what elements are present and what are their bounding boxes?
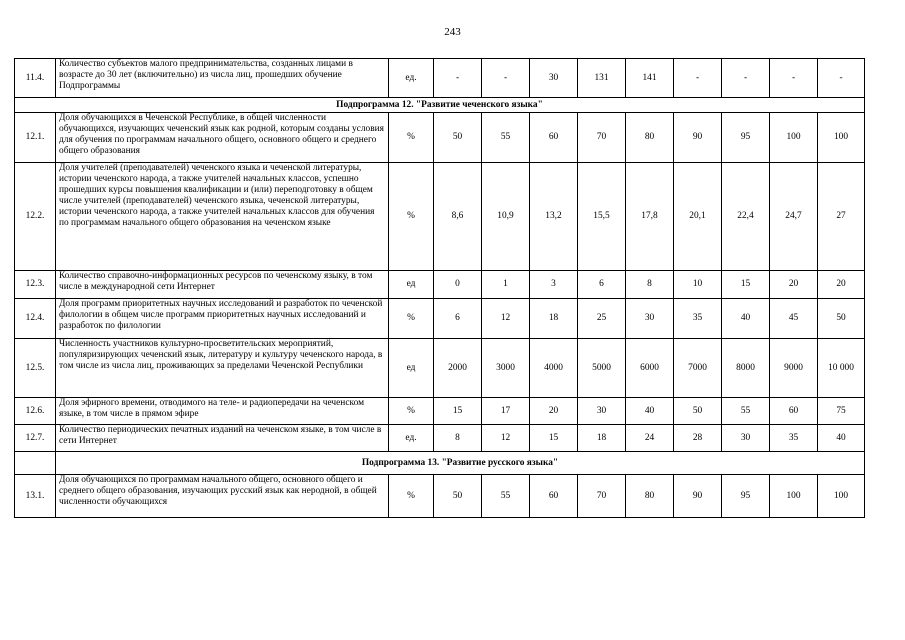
table-row — [15, 59, 865, 98]
value-cell: 100 — [770, 113, 818, 163]
value-cell: 13,2 — [530, 163, 578, 271]
value-cell: 28 — [674, 425, 722, 452]
unit-cell: ед — [389, 339, 434, 398]
value-cell: 60 — [770, 398, 818, 425]
value-cell: 6000 — [626, 339, 674, 398]
value-cell: 27 — [818, 163, 865, 271]
value-cell: 3000 — [482, 339, 530, 398]
value-cell: 100 — [818, 475, 865, 518]
value-cell: 15,5 — [578, 163, 626, 271]
value-cell: 8 — [626, 271, 674, 299]
value-cell: 20 — [818, 271, 865, 299]
row-number: 12.7. — [15, 425, 56, 452]
value-cell: 17 — [482, 398, 530, 425]
indicator-name — [56, 299, 389, 339]
value-cell: 45 — [770, 299, 818, 339]
value-cell: 100 — [818, 113, 865, 163]
indicator-name-text: Количество периодических печатных изданий на чеченском языке, в том числе в сети Интернет — [59, 425, 382, 446]
indicator-name — [56, 163, 389, 271]
value-cell: 95 — [722, 475, 770, 518]
row-number: 12.4. — [15, 299, 56, 339]
value-cell: 10,9 — [482, 163, 530, 271]
indicator-name-text: Доля обучающихся в Чеченской Республике, в общей численности обучающихся, изучающих чеченский язык как родной, которым созданы условия для обучения по программам начального общего, основного общего и среднего общего образования — [59, 113, 384, 156]
value-cell: 7000 — [674, 339, 722, 398]
value-cell: 20 — [530, 398, 578, 425]
unit-cell: % — [389, 163, 434, 271]
value-cell: - — [722, 59, 770, 98]
indicator-name-text: Количество субъектов малого предпринимательства, созданных лицами в возрасте до 30 лет (включительно) из числа лиц, прошедших обучение Подпрограммы — [59, 59, 353, 91]
indicator-name — [56, 113, 389, 163]
indicator-name-text: Доля эфирного времени, отводимого на теле- и радиопередачи на чеченском языке, в том числе в прямом эфире — [59, 398, 365, 419]
value-cell: 80 — [626, 475, 674, 518]
value-cell: 8,6 — [434, 163, 482, 271]
value-cell: 2000 — [434, 339, 482, 398]
value-cell: 141 — [626, 59, 674, 98]
value-cell: 20 — [770, 271, 818, 299]
section-number-cell — [15, 452, 56, 475]
value-cell: - — [818, 59, 865, 98]
value-cell: 131 — [578, 59, 626, 98]
value-cell: 40 — [722, 299, 770, 339]
value-cell: 18 — [578, 425, 626, 452]
value-cell: 9000 — [770, 339, 818, 398]
value-cell: 30 — [530, 59, 578, 98]
value-cell: 50 — [674, 398, 722, 425]
row-number: 12.1. — [15, 113, 56, 163]
value-cell: 15 — [722, 271, 770, 299]
value-cell: 20,1 — [674, 163, 722, 271]
value-cell: 6 — [434, 299, 482, 339]
row-number: 12.3. — [15, 271, 56, 299]
indicator-name — [56, 59, 389, 98]
table-row — [15, 425, 865, 452]
value-cell: 50 — [434, 475, 482, 518]
table-row — [15, 339, 865, 398]
value-cell: 55 — [482, 113, 530, 163]
row-number: 12.6. — [15, 398, 56, 425]
value-cell: 25 — [578, 299, 626, 339]
value-cell: 55 — [722, 398, 770, 425]
value-cell: 3 — [530, 271, 578, 299]
unit-cell: % — [389, 398, 434, 425]
value-cell: 15 — [434, 398, 482, 425]
value-cell: 60 — [530, 113, 578, 163]
section-row-12 — [15, 98, 865, 113]
value-cell: 70 — [578, 475, 626, 518]
table-row — [15, 299, 865, 339]
unit-cell: ед. — [389, 59, 434, 98]
value-cell: 1 — [482, 271, 530, 299]
row-number: 12.5. — [15, 339, 56, 398]
value-cell: 30 — [578, 398, 626, 425]
table-row — [15, 475, 865, 518]
indicator-name — [56, 398, 389, 425]
unit-cell: % — [389, 299, 434, 339]
value-cell: 50 — [818, 299, 865, 339]
value-cell: 18 — [530, 299, 578, 339]
table-row — [15, 271, 865, 299]
indicator-name — [56, 339, 389, 398]
indicator-name-text: Доля программ приоритетных научных исследований и разработок по чеченской филологии в общем числе программ приоритетных научных исследований и разработок по филологии — [59, 299, 383, 331]
value-cell: 60 — [530, 475, 578, 518]
value-cell: 10 — [674, 271, 722, 299]
unit-cell: ед — [389, 271, 434, 299]
value-cell: 50 — [434, 113, 482, 163]
indicator-name-text: Количество справочно-информационных ресурсов по чеченскому языку, в том числе в международной сети Интернет — [59, 271, 373, 292]
unit-cell: % — [389, 475, 434, 518]
value-cell: 40 — [626, 398, 674, 425]
value-cell: 95 — [722, 113, 770, 163]
value-cell: 80 — [626, 113, 674, 163]
value-cell: 35 — [674, 299, 722, 339]
value-cell: 0 — [434, 271, 482, 299]
value-cell: - — [770, 59, 818, 98]
value-cell: 15 — [530, 425, 578, 452]
value-cell: 55 — [482, 475, 530, 518]
table-row — [15, 398, 865, 425]
value-cell: 24,7 — [770, 163, 818, 271]
indicator-name-text: Численность участников культурно-просветительских мероприятий, популяризирующих чеченский язык, литературу и культуру чеченского народа, в том числе из числа лиц, проживающих за пределами Чеченской Республики — [59, 339, 383, 371]
unit-cell: ед. — [389, 425, 434, 452]
table-row — [15, 113, 865, 163]
value-cell: 90 — [674, 113, 722, 163]
table-row — [15, 163, 865, 271]
value-cell: 8 — [434, 425, 482, 452]
value-cell: 4000 — [530, 339, 578, 398]
indicators-table — [14, 58, 865, 518]
value-cell: - — [674, 59, 722, 98]
value-cell: 40 — [818, 425, 865, 452]
value-cell: 75 — [818, 398, 865, 425]
value-cell: 22,4 — [722, 163, 770, 271]
value-cell: 35 — [770, 425, 818, 452]
indicator-name-text: Доля учителей (преподавателей) чеченского языка и чеченской литературы, истории чеченского народа, а также учителей начальных классов, успешно прошедших курсы повышения квалификации и (или) переподготовку в общем числе учителей (преподавателей) чеченского языка, чеченской литературы, истории чеченского народа, а также учителей начальных классов для обучения по программам начального общего образования на чеченском языке — [59, 163, 375, 228]
value-cell: 12 — [482, 299, 530, 339]
row-number: 12.2. — [15, 163, 56, 271]
indicator-name — [56, 425, 389, 452]
indicator-name — [56, 271, 389, 299]
section-row-13 — [15, 452, 865, 475]
section-title: Подпрограмма 12. "Развитие чеченского языка" — [15, 98, 865, 113]
value-cell: 12 — [482, 425, 530, 452]
value-cell: 5000 — [578, 339, 626, 398]
value-cell: - — [482, 59, 530, 98]
value-cell: 24 — [626, 425, 674, 452]
value-cell: 70 — [578, 113, 626, 163]
row-number: 11.4. — [15, 59, 56, 98]
value-cell: 100 — [770, 475, 818, 518]
value-cell: 17,8 — [626, 163, 674, 271]
indicator-name-text: Доля обучающихся по программам начального общего, основного общего и среднего общего образования, изучающих русский язык как неродной, в общей численности обучающихся — [59, 475, 377, 507]
value-cell: 8000 — [722, 339, 770, 398]
value-cell: 6 — [578, 271, 626, 299]
value-cell: - — [434, 59, 482, 98]
section-title: Подпрограмма 13. "Развитие русского языка" — [56, 452, 865, 475]
unit-cell: % — [389, 113, 434, 163]
indicator-name — [56, 475, 389, 518]
row-number: 13.1. — [15, 475, 56, 518]
value-cell: 10 000 — [818, 339, 865, 398]
value-cell: 90 — [674, 475, 722, 518]
value-cell: 30 — [626, 299, 674, 339]
value-cell: 30 — [722, 425, 770, 452]
page-number: 243 — [444, 26, 461, 38]
